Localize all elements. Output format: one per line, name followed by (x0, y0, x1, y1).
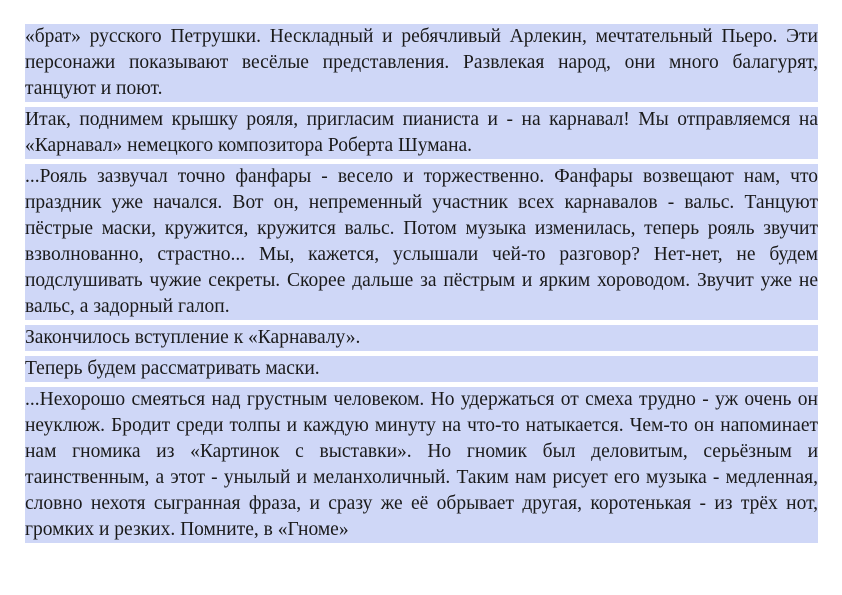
paragraph-fanfare-waltz: ...Рояль зазвучал точно фанфары - весело и торжественно. Фанфары возвещают нам, что праздник уже начался. Вот он, непременный участник всех карнавалов - вальс. Танцуют пёстрые маски, кружится, кружится вальс. Потом музыка изменилась, теперь рояль звучит взволнованно, страстно... Мы, кажется, услышали чей-то разговор? Нет-нет, не будем подслушивать чужие секреты. Скорее дальше за пёстрым и ярким хороводом. Звучит уже не вальс, а задорный галоп. (25, 164, 818, 320)
paragraph-masks: Теперь будем рассматривать маски. (25, 356, 818, 382)
paragraph-carnival-intro: Итак, поднимем крышку рояля, пригласим пианиста и - на карнавал! Мы отправляемся на «Карнавал» немецкого композитора Роберта Шумана. (25, 107, 818, 159)
paragraph-sad-man: ...Нехорошо смеяться над грустным человеком. Но удержаться от смеха трудно - уж очень он неуклюж. Бродит среди толпы и каждую минуту на что-то натыкается. Чем-то он напоминает нам гномика из «Картинок с выставки». Но гномик был деловитым, серьёзным и таинственным, а этот - унылый и меланхоличный. Таким нам рисует его музыка - медленная, словно нехотя сыгранная фраза, и сразу же её обрывает другая, коротенькая - из трёх нот, громких и резких. Помните, в «Гноме» (25, 387, 818, 543)
paragraph-characters: «брат» русского Петрушки. Нескладный и ребячливый Арлекин, мечтательный Пьеро. Эти персонажи показывают весёлые представления. Развлекая народ, они много балагурят, танцуют и поют. (25, 24, 818, 102)
paragraph-intro-end: Закончилось вступление к «Карнавалу». (25, 325, 818, 351)
document-text (25, 24, 818, 543)
